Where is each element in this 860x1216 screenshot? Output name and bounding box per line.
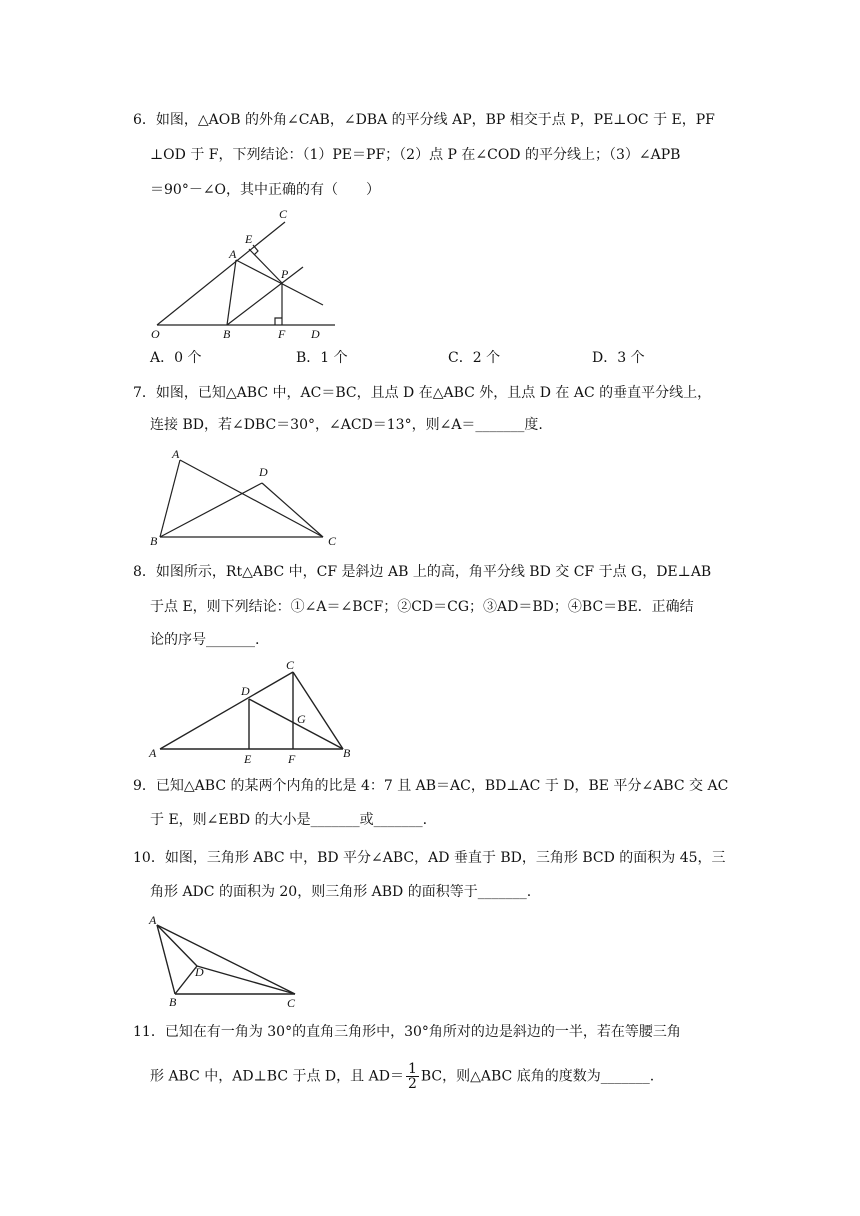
q8-line-3: 论的序号_______. — [150, 632, 260, 648]
ray-OC — [157, 222, 285, 325]
label-C: C — [287, 996, 296, 1010]
q6-option-a: A．0 个 — [150, 350, 202, 366]
label-O: O — [151, 327, 160, 341]
q8-line-1: 8．如图所示，Rt△ABC 中，CF 是斜边 AB 上的高，角平分线 BD 交 CF 于点 G，DE⊥AB — [133, 564, 712, 580]
label-A: A — [172, 447, 180, 461]
q7-line-1: 7．如图，已知△ABC 中，AC＝BC，且点 D 在△ABC 外，且点 D 在 AC 的垂直平分线上， — [133, 385, 712, 401]
segment-CB — [293, 672, 343, 749]
label-A: A — [229, 247, 237, 261]
q6-figure — [145, 205, 345, 345]
label-F: F — [288, 752, 296, 766]
label-E: E — [245, 232, 253, 246]
segment-BD — [175, 966, 197, 994]
q11-line-2-pre: 形 ABC 中，AD⊥BC 于点 D，且 AD＝ — [150, 1068, 404, 1085]
q6-option-b: B．1 个 — [296, 350, 348, 366]
label-B: B — [223, 327, 231, 341]
q6-option-c: C．2 个 — [448, 350, 501, 366]
label-A: A — [149, 913, 157, 927]
segment-BD — [249, 699, 343, 749]
q9-line-2: 于 E，则∠EBD 的大小是_______或_______. — [150, 812, 428, 828]
label-D: D — [311, 327, 320, 341]
q11-line-1: 11．已知在有一角为 30°的直角三角形中，30°角所对的边是斜边的一半，若在等腰三角 — [133, 1024, 681, 1040]
q6-line-1: 6．如图，△AOB 的外角∠CAB，∠DBA 的平分线 AP，BP 相交于点 P，PE⊥OC 于 E，PF — [133, 112, 715, 128]
fraction-one-half — [406, 1062, 419, 1091]
label-D: D — [195, 965, 204, 979]
q7-figure — [145, 445, 345, 550]
segment-BD — [160, 483, 262, 537]
label-D: D — [259, 465, 268, 479]
ray-AP-bisector — [236, 260, 323, 305]
label-D: D — [241, 684, 250, 698]
q6-options — [150, 348, 710, 368]
segment-AC — [157, 925, 295, 994]
q10-figure — [145, 910, 315, 1010]
segment-AB — [160, 460, 180, 537]
q11-line-2 — [150, 1062, 654, 1091]
label-E: E — [244, 752, 252, 766]
fraction-denominator: 2 — [407, 1076, 417, 1092]
q10-line-1: 10．如图，三角形 ABC 中，BD 平分∠ABC，AD 垂直于 BD，三角形 BCD 的面积为 45，三 — [133, 850, 726, 866]
q6-line-3: ＝90°－∠O，其中正确的有（ ） — [150, 182, 381, 198]
label-F: F — [278, 327, 286, 341]
q7-line-2: 连接 BD，若∠DBC＝30°，∠ACD＝13°，则∠A＝_______度. — [150, 417, 543, 433]
segment-PE — [249, 249, 282, 283]
q8-line-2: 于点 E，则下列结论：①∠A＝∠BCF；②CD＝CG；③AD＝BD；④BC＝BE．正确结 — [150, 599, 694, 615]
fraction-numerator: 1 — [407, 1061, 417, 1077]
q11-line-2-post: BC，则△ABC 底角的度数为_______. — [420, 1068, 655, 1085]
label-C: C — [286, 658, 295, 672]
segment-AB — [157, 925, 175, 994]
right-angle-mark-F — [275, 318, 282, 325]
q8-figure — [145, 657, 365, 767]
label-P: P — [281, 267, 289, 281]
q6-line-2: ⊥OD 于 F，下列结论：（1）PE＝PF；（2）点 P 在∠COD 的平分线上；（3）∠APB — [150, 147, 681, 163]
label-G: G — [297, 712, 306, 726]
segment-AB — [227, 260, 236, 325]
ray-BP-bisector — [227, 267, 303, 325]
label-A: A — [149, 746, 157, 760]
label-B: B — [150, 534, 158, 548]
label-C: C — [328, 534, 337, 548]
q10-line-2: 角形 ADC 的面积为 20，则三角形 ABD 的面积等于_______. — [150, 884, 532, 900]
label-B: B — [343, 746, 351, 760]
q9-line-1: 9．已知△ABC 的某两个内角的比是 4：7 且 AB＝AC，BD⊥AC 于 D，BE 平分∠ABC 交 AC — [133, 778, 729, 794]
label-C: C — [279, 207, 288, 221]
segment-DC — [262, 483, 323, 537]
segment-AC — [160, 672, 293, 749]
label-B: B — [169, 995, 177, 1009]
segment-AC — [180, 460, 323, 537]
q6-option-d: D．3 个 — [592, 350, 645, 366]
